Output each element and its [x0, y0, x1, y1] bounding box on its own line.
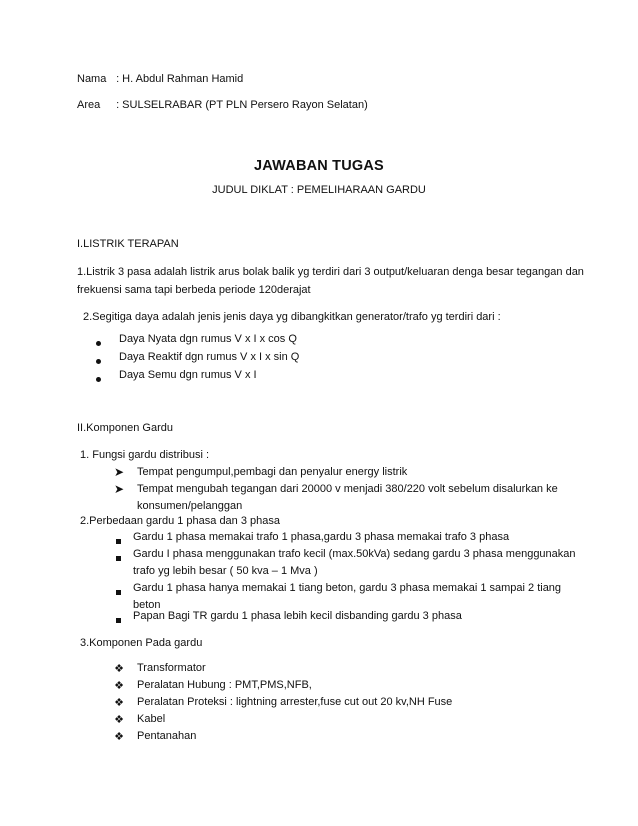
q2-item-continuation: beton [133, 599, 161, 611]
diamond-bullet-icon: ❖ [114, 680, 124, 692]
square-bullet-icon [111, 552, 125, 564]
section2-heading: II.Komponen Gardu [77, 422, 174, 434]
section2-q2: 2.Perbedaan gardu 1 phasa dan 3 phasa [80, 515, 280, 527]
square-bullet-icon [111, 614, 125, 626]
q2-item: Papan Bagi TR gardu 1 phasa lebih kecil disbanding gardu 3 phasa [133, 610, 462, 622]
section1-bullet: Daya Nyata dgn rumus V x I x cos Q [119, 333, 297, 345]
nama-value: : H. Abdul Rahman Hamid [116, 73, 244, 85]
section1-p1-line2: frekuensi sama tapi berbeda periode 120derajat [77, 284, 311, 296]
q3-item: Transformator [137, 662, 206, 674]
square-bullet-icon [111, 586, 125, 598]
diamond-bullet-icon: ❖ [114, 697, 124, 709]
q2-item: Gardu 1 phasa hanya memakai 1 tiang beton, gardu 3 phasa memakai 1 sampai 2 tiang [133, 582, 562, 594]
document-title: JAWABAN TUGAS [254, 158, 384, 174]
section2-q1: 1. Fungsi gardu distribusi : [80, 449, 210, 461]
nama-line [77, 73, 243, 85]
arrow-bullet-icon: ➤ [113, 482, 125, 496]
diamond-bullet-icon: ❖ [114, 714, 124, 726]
area-line [77, 99, 368, 111]
q1-item: Tempat pengumpul,pembagi dan penyalur energy listrik [137, 466, 408, 478]
q1-item: Tempat mengubah tegangan dari 20000 v menjadi 380/220 volt sebelum disalurkan ke [137, 483, 558, 495]
q2-item-continuation: trafo yg lebih besar ( 50 kva – 1 Mva ) [133, 565, 318, 577]
q3-item: Kabel [137, 713, 166, 725]
arrow-bullet-icon: ➤ [113, 465, 125, 479]
area-label: Area [77, 99, 101, 111]
square-bullet-icon [111, 535, 125, 547]
q2-item: Gardu 1 phasa memakai trafo 1 phasa,gardu 3 phasa memakai trafo 3 phasa [133, 531, 510, 543]
section1-heading: I.LISTRIK TERAPAN [77, 238, 179, 250]
section1-p1-line1: 1.Listrik 3 pasa adalah listrik arus bolak balik yg terdiri dari 3 output/keluaran denga besar tegangan dan [77, 266, 584, 278]
diamond-bullet-icon: ❖ [114, 663, 124, 675]
section1-bullet: Daya Reaktif dgn rumus V x I x sin Q [119, 351, 300, 363]
q2-item: Gardu I phasa menggunakan trafo kecil (max.50kVa) sedang gardu 3 phasa menggunakan [133, 548, 576, 560]
bullet-dot-icon [91, 355, 105, 367]
bullet-dot-icon [91, 337, 105, 349]
bullet-dot-icon [91, 373, 105, 385]
document-subtitle: JUDUL DIKLAT : PEMELIHARAAN GARDU [212, 184, 426, 196]
section2-q3: 3.Komponen Pada gardu [80, 637, 203, 649]
section1-bullet: Daya Semu dgn rumus V x I [119, 369, 257, 381]
diamond-bullet-icon: ❖ [114, 731, 124, 743]
area-value: : SULSELRABAR (PT PLN Persero Rayon Selatan) [116, 99, 368, 111]
q3-item: Peralatan Proteksi : lightning arrester,fuse cut out 20 kv,NH Fuse [137, 696, 453, 708]
q3-item: Pentanahan [137, 730, 197, 742]
section1-p2: 2.Segitiga daya adalah jenis jenis daya yg dibangkitkan generator/trafo yg terdiri dari : [83, 311, 501, 323]
q1-item-continuation: konsumen/pelanggan [137, 500, 243, 512]
q3-item: Peralatan Hubung : PMT,PMS,NFB, [137, 679, 312, 691]
nama-label: Nama [77, 73, 107, 85]
